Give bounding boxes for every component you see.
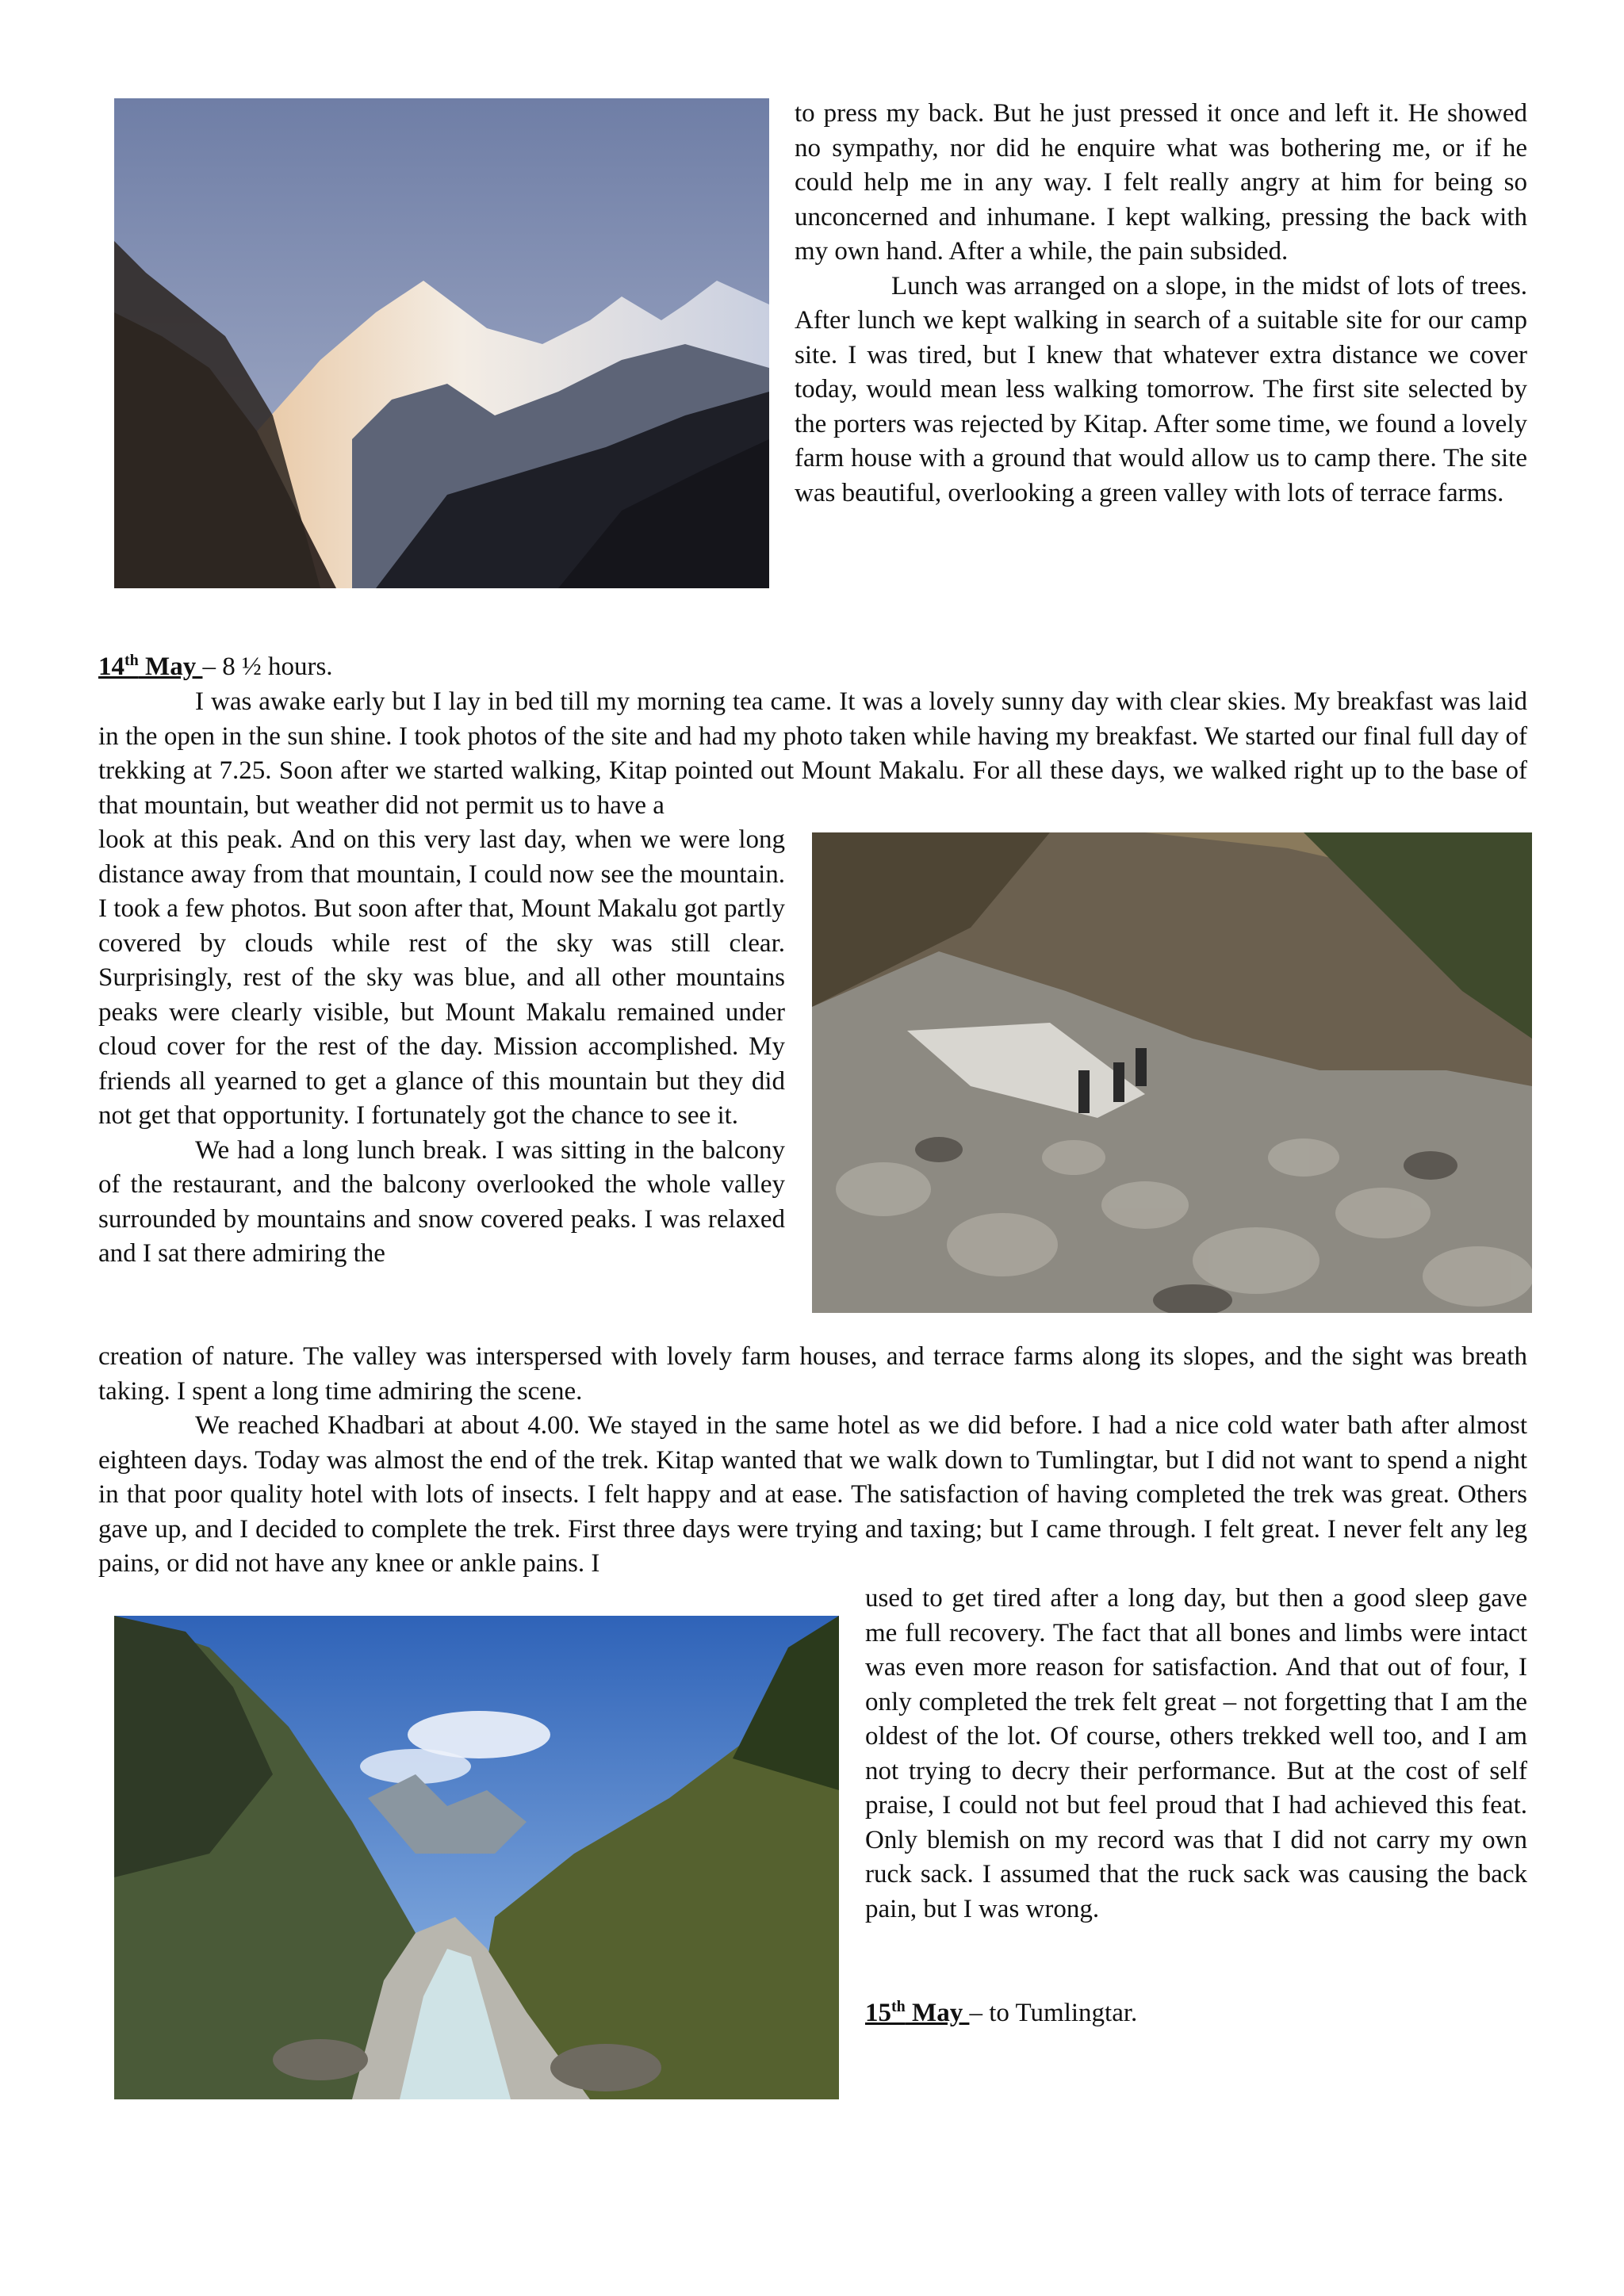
paragraph: Lunch was arranged on a slope, in the midst of lots of trees. After lunch we kept walking in search of a suitable site for our camp site. I was tired, but I knew that whatever extra distance we cover today, would mean less walking tomorrow. The first site selected by the porters was rejected by Kitap. After some time, we found a lovely farm house with a ground that would allow us to camp there. The site was beautiful, overlooking a green valley with lots of terrace farms.	[795, 271, 1527, 507]
paragraph: creation of nature. The valley was interspersed with lovely farm houses, and terrace farms along its slopes, and the sight was breath taking. I spent a long time admiring the scene.	[98, 1342, 1527, 1406]
paragraph: We had a long lunch break. I was sitting in the balcony of the restaurant, and the balcony overlooked the whole valley surrounded by mountains and snow covered peaks. I was relaxed and I sat there admiring the	[98, 1135, 785, 1268]
paragraph: I was awake early but I lay in bed till my morning tea came. It was a lovely sunny day with clear skies. My breakfast was laid in the open in the sun shine. I took photos of the site and had my photo taken while having my breakfast. We started our final full day of trekking at 7.25. Soon after we started walking, Kitap pointed out Mount Makalu. For all these days, we walked right up to the base of that mountain, but weather did not permit us to have a	[98, 687, 1527, 820]
text-block-left-middle	[98, 823, 785, 1272]
text-block-bottom-right	[865, 1582, 1527, 1927]
paragraph: to press my back. But he just pressed it once and left it. He showed no sympathy, nor did he enquire what was bothering me, or if he could help me in any way. I felt really angry at him for being so unconcerned and inhumane. I kept walking, pressing the back with my own hand. After a while, the pain subsided.	[795, 99, 1527, 266]
text-block-full-width-2	[98, 1340, 1527, 1582]
paragraph: used to get tired after a long day, but then a good sleep gave me full recovery. The fact that all bones and limbs were intact was even more reason for satisfaction. And that out of four, I only completed the trek felt great – not forgetting that I am the oldest of the lot. Of course, others trekked well too, and I am not trying to decry their performance. But at the cost of self praise, I could not but feel proud that I had achieved this feat. Only blemish on my record was that I did not carry my own ruck sack. I assumed that the ruck sack was causing the back pain, but I was wrong.	[865, 1584, 1527, 1923]
day-heading-destination: – to Tumlingtar.	[969, 1999, 1138, 2027]
day-heading-duration: – 8 ½ hours.	[202, 652, 333, 681]
day-heading-date: 14th May	[98, 652, 203, 681]
day-heading-date: 15th May	[865, 1998, 970, 2027]
day-heading-14-may	[98, 650, 1527, 685]
text-block-top-right	[795, 97, 1527, 511]
rocky-trail-photo	[812, 832, 1532, 1313]
river-valley-photo	[114, 1616, 839, 2099]
text-block-full-width-1	[98, 685, 1527, 823]
day-heading-15-may	[865, 1996, 1527, 2031]
paragraph: We reached Khadbari at about 4.00. We stayed in the same hotel as we did before. I had a nice cold water bath after almost eighteen days. Today was almost the end of the trek. Kitap wanted that we walk down to Tumlingtar, but I did not want to spend a night in that poor quality hotel with lots of insects. I felt happy and at ease. The satisfaction of having completed the trek was great. Others gave up, and I decided to complete the trek. First three days were trying and taxing; but I came through. I felt great. I never felt any leg pains, or did not have any knee or ankle pains. I	[98, 1411, 1527, 1578]
mountain-peak-photo	[114, 98, 769, 588]
paragraph: look at this peak. And on this very last day, when we were long distance away from that mountain, I could now see the mountain. I took a few photos. But soon after that, Mount Makalu got partly covered by clouds while rest of the sky was still clear. Surprisingly, rest of the sky was blue, and all other mountains peaks were clearly visible, but Mount Makalu remained under cloud cover for the rest of the day. Mission accomplished. My friends all yearned to get a glance of this mountain but they did not get that opportunity. I fortunately got the chance to see it.	[98, 825, 785, 1130]
